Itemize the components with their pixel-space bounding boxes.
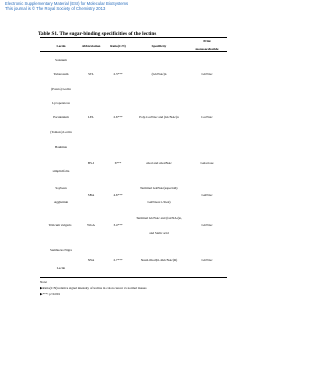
col-header-lectin: Lectin: [56, 44, 66, 48]
lectin-lycopersicon: Lycopersicon: [52, 101, 70, 105]
ratio-wga: 3.4***: [113, 223, 123, 227]
spec-sna: Siaα2-6Galβ1-4GlcNAc(R): [140, 258, 178, 262]
mono-sba: GalNAc: [201, 193, 213, 197]
journal-header-line-2: This journal is © The Royal Society of Chemistry 2013: [5, 6, 106, 11]
mono-sna: GlcNAc: [201, 258, 213, 262]
lectin-simplicifolia: simplicifolia: [52, 169, 70, 173]
abbr-wga: WGA: [87, 223, 95, 227]
note-significance: ▶***: p<0.001: [40, 292, 61, 296]
lectin-potato: (Potato) Lectin: [51, 87, 71, 91]
lectin-sambucus-lectin: Lectin: [56, 266, 66, 270]
mono-wga: GlcNAc: [201, 223, 213, 227]
table-bottom-rule: [40, 277, 227, 278]
table-title: Table S1. The sugar-binding specificities of the lectins: [38, 31, 157, 37]
spec-lel: Poly-LacNAc and (GlcNAc)n: [139, 115, 179, 119]
table-header-rule: [40, 51, 227, 52]
ratio-lel: 2.6***: [113, 115, 123, 119]
lectin-solanum: Solanum: [55, 58, 67, 62]
abbr-stl: STL: [88, 72, 94, 76]
abbr-sba: SBA: [87, 193, 95, 197]
spec-wga-line-1: Terminal GlcNAc and (GlcNAc)n,: [136, 216, 182, 220]
ratio-sna: 2.7***: [113, 258, 123, 262]
spec-stl: (GlcNAc)n: [151, 72, 167, 76]
note-label: Note:: [40, 280, 48, 284]
col-header-ratio: Ratio(C/N): [110, 44, 126, 48]
abbr-lel: LEL: [87, 115, 95, 119]
col-header-print-monosaccharide: monosaccharide: [195, 47, 219, 51]
spec-wga-line-2: and Sialic acid: [149, 231, 169, 235]
ratio-bsi: 6***: [114, 161, 122, 165]
lectin-bauhinia: Bauhinia: [55, 145, 67, 149]
ratio-stl: 2.3***: [113, 72, 123, 76]
lectin-esculentum: Esculentum: [53, 115, 69, 119]
ratio-sba: 4.6***: [113, 193, 123, 197]
journal-header: [5, 1, 128, 11]
lectin-tuberosum: Tuberosum: [53, 72, 69, 76]
mono-stl: GlcNAc: [201, 72, 213, 76]
mono-bsi: Galactose: [200, 161, 214, 165]
col-header-abbreviation: Abbreviation: [81, 44, 101, 48]
journal-header-line-1: Electronic Supplementary Material (ESI) for Molecular BioSystems: [5, 1, 129, 6]
lectin-sambucus: Sambucus Nigra: [50, 248, 72, 252]
lectin-tomato: (Tomato) Lectin: [50, 130, 72, 134]
lectin-agglutinin: Agglutinin: [53, 200, 69, 204]
spec-bsi: αGal and αGalNAc: [146, 161, 172, 165]
abbr-bsi: BS-I: [87, 161, 95, 165]
col-header-print: Print: [203, 39, 211, 43]
spec-sba-line-1: Terminal GalNAc(especially: [140, 186, 178, 190]
note-ratio: ▶Ratio(C/N):relative signal intensity of lectins in colon cancer vs normal tissues: [40, 286, 147, 290]
mono-lel: LacNAc: [201, 115, 213, 119]
col-header-specificity: Specificity: [151, 44, 167, 48]
lectin-triticum: Triticum vulgaris: [48, 223, 72, 227]
spec-sba-line-2: GalNAcα1-3Gal): [147, 200, 171, 204]
abbr-sna: SNA: [87, 258, 95, 262]
table-top-rule: [40, 37, 227, 38]
lectin-soybean: Soybean: [55, 186, 67, 190]
